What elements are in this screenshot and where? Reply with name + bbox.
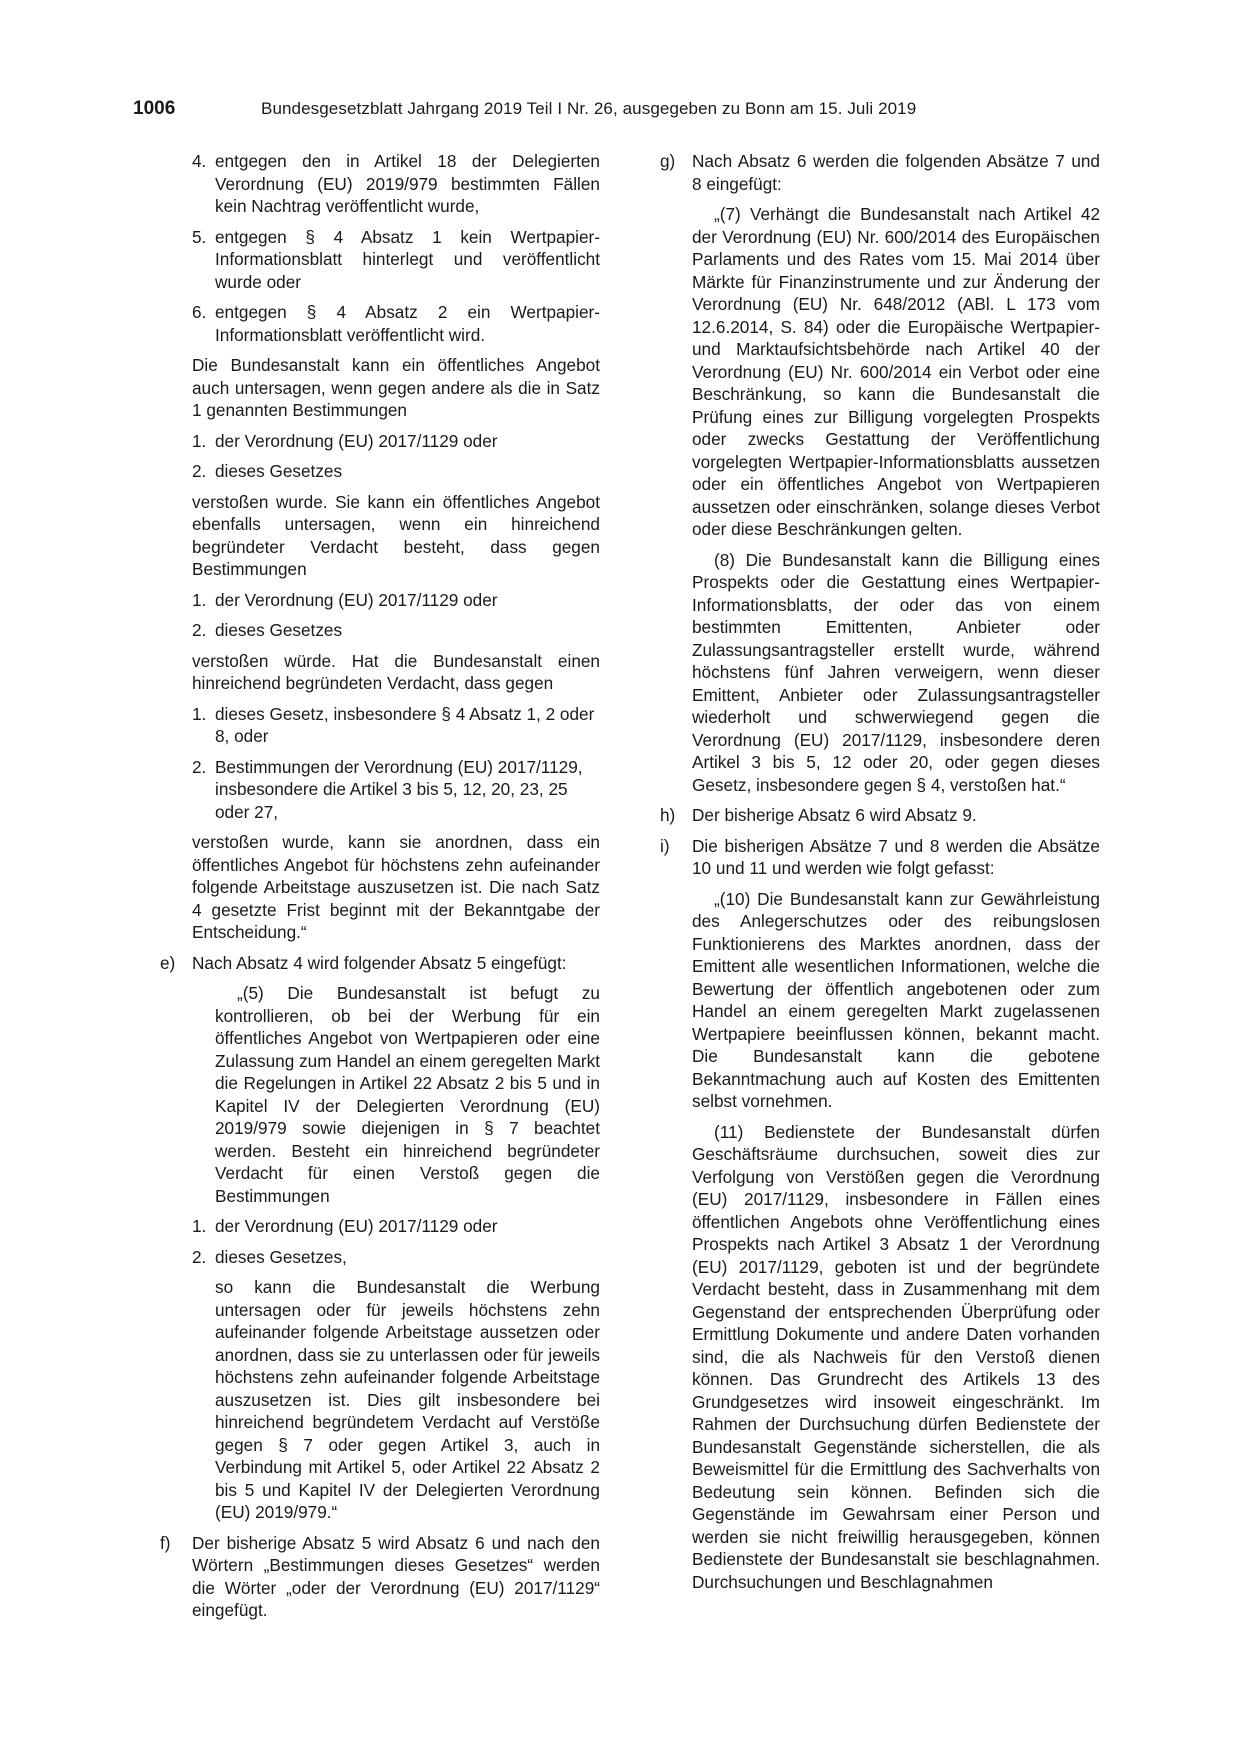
amendment-text: Der bisherige Absatz 6 wird Absatz 9. xyxy=(692,805,977,825)
item-marker: 2. xyxy=(192,1246,207,1267)
quote-text: so kann die Bundesanstalt die Werbung untersagen oder für jeweils höchstens zehn aufeinander folgende Arbeitstage aussetzen oder anordnen, dass sie zu unterlassen oder für jeweils höchstens zehn aufeinander folgende Arbeitstage auszusetzen ist. Dies gilt insbesondere bei hinreichend begründetem Verdacht auf Verstöße gegen § 7 oder gegen Artikel 3, auch in Verbindung mit Artikel 5, oder Artikel 22 Absatz 2 bis 5 und Kapitel IV der Delegierten Verordnung (EU) 2019/979.“ xyxy=(215,1277,600,1522)
paragraph: verstoßen würde. Hat die Bundesanstalt einen hinreichend begründeten Verdacht, dass gegen xyxy=(192,650,600,693)
letter-marker: g) xyxy=(660,151,676,171)
item-marker: 2. xyxy=(192,756,207,777)
item-text: der Verordnung (EU) 2017/1129 oder xyxy=(215,589,498,610)
list-item xyxy=(160,150,600,218)
item-text: dieses Gesetzes, xyxy=(215,1246,347,1267)
item-text: dieses Gesetz, insbesondere § 4 Absatz 1, 2 oder 8, oder xyxy=(215,703,595,746)
item-marker: 1. xyxy=(192,1216,207,1236)
item-text: entgegen § 4 Absatz 2 ein Wertpapier-Informationsblatt veröffentlicht wird. xyxy=(215,302,600,345)
amendment-text: Nach Absatz 4 wird folgender Absatz 5 eingefügt: xyxy=(192,952,567,973)
right-column xyxy=(660,150,1100,1601)
quoted-paragraph xyxy=(660,888,1100,1594)
item-marker: 1. xyxy=(192,703,207,724)
list-item xyxy=(160,430,600,453)
paragraph: verstoßen wurde, kann sie anordnen, dass ein öffentliches Angebot für höchstens zehn aufeinander folgende Arbeitstage auszusetzen ist. Die nach Satz 4 gesetzte Frist beginnt mit der Bekanntgabe der Entscheidung.“ xyxy=(192,832,600,942)
amendment-i xyxy=(660,835,1100,880)
amendment-text: Die bisherigen Absätze 7 und 8 werden die Absätze 10 und 11 und werden wie folgt gefasst: xyxy=(692,835,1100,878)
quote-text: (11) Bedienstete der Bundesanstalt dürfen Geschäftsräume durchsuchen, soweit dies zur Verfolgung von Verstößen gegen die Verordnung (EU) 2017/1129, insbesondere in Fällen eines öffentlichen Angebots ohne Veröffentlichung eines Prospekts nach Artikel 3 Absatz 1 der Verordnung (EU) 2017/1129, geboten ist und der begründete Verdacht besteht, dass in Zusammenhang mit dem Gegenstand der entsprechenden Überprüfung oder Ermittlung Dokumente und andere Daten vorhanden sind, die als Nachweis für den Verstoß dienen können. Das Grundrecht des Artikels 13 des Grundgesetzes wird insoweit eingeschränkt. Im Rahmen der Durchsuchung dürfen Bedienstete der Bundesanstalt Gegenstände sicherstellen, die als Beweismittel für die Ermittlung des Sachverhalts von Bedeutung sein können. Befinden sich die Gegenstände im Gewahrsam einer Person und werden sie nicht freiwillig herausgegeben, können Bedienstete der Bundesanstalt sie beschlagnahmen. Durchsuchungen und Beschlagnahmen xyxy=(692,1121,1100,1592)
quoted-paragraph xyxy=(160,982,600,1207)
item-text: entgegen den in Artikel 18 der Delegierten Verordnung (EU) 2019/979 bestimmten Fällen kein Nachtrag veröffentlicht wurde, xyxy=(215,151,600,216)
running-head: Bundesgesetzblatt Jahrgang 2019 Teil I Nr. 26, ausgegeben zu Bonn am 15. Juli 2019 xyxy=(261,99,917,118)
quoted-paragraph xyxy=(160,1276,600,1524)
paragraph: Die Bundesanstalt kann ein öffentliches Angebot auch untersagen, wenn gegen andere als die in Satz 1 genannten Bestimmungen xyxy=(192,355,600,420)
list-item xyxy=(160,756,600,824)
item-text: dieses Gesetzes xyxy=(215,461,343,481)
item-marker: 4. xyxy=(192,151,207,171)
list-item xyxy=(160,703,600,748)
list-item xyxy=(160,226,600,294)
item-marker: 1. xyxy=(192,430,207,451)
amendment-f xyxy=(160,1532,600,1622)
item-marker: 2. xyxy=(192,620,207,640)
quoted-paragraph xyxy=(660,203,1100,796)
page-number: 1006 xyxy=(133,98,176,119)
amendment-text: Der bisherige Absatz 5 wird Absatz 6 und nach den Wörtern „Bestimmungen dieses Gesetzes“ werden die Wörter „oder der Verordnung (EU) 2017/1129“ eingefügt. xyxy=(192,1532,600,1620)
item-text: der Verordnung (EU) 2017/1129 oder xyxy=(215,1216,498,1236)
letter-marker: f) xyxy=(160,1532,171,1553)
amendment-text: Nach Absatz 6 werden die folgenden Absätze 7 und 8 eingefügt: xyxy=(692,151,1100,194)
item-text: Bestimmungen der Verordnung (EU) 2017/1129, insbesondere die Artikel 3 bis 5, 12, 20, 23, 25 oder 27, xyxy=(215,756,583,822)
quote-text: (8) Die Bundesanstalt kann die Billigung eines Prospekts oder die Gestattung eines Wertpapier-Informationsblatts, der oder das von einem bestimmten Emittenten, Anbieter oder Zulassungsantragsteller erstellt wurde, während höchstens fünf Jahren verweigern, wenn dieser Emittent, Anbieter oder Zulassungsantragsteller wiederholt und schwerwiegend gegen die Verordnung (EU) 2017/1129, insbesondere deren Artikel 3 bis 5, 12 oder 20, oder gegen dieses Gesetz, insbesondere gegen § 4, verstoßen hat.“ xyxy=(692,549,1100,795)
left-column xyxy=(160,150,600,1630)
item-marker: 6. xyxy=(192,302,207,322)
item-marker: 5. xyxy=(192,226,207,247)
paragraph: verstoßen wurde. Sie kann ein öffentliches Angebot ebenfalls untersagen, wenn ein hinreichend begründeter Verdacht besteht, dass gegen Bestimmungen xyxy=(192,491,600,579)
quote-text: „(7) Verhängt die Bundesanstalt nach Artikel 42 der Verordnung (EU) Nr. 600/2014 des Europäischen Parlaments und des Rates vom 15. Mai 2014 über Märkte für Finanzinstrumente und zur Änderung der Verordnung (EU) Nr. 648/2012 (ABl. L 173 vom 12.6.2014, S. 84) oder die Europäische Wertpapier- und Marktaufsichtsbehörde nach Artikel 40 der Verordnung (EU) Nr. 600/2014 ein Verbot oder eine Beschränkung, so kann die Bundesanstalt die Prüfung eines zur Billigung vorgelegten Prospekts oder zwecks Gestattung der Veröffentlichung vorgelegten Wertpapier-Informationsblatts aussetzen oder ein öffentliches Angebot von Wertpapieren aussetzen oder einschränken, solange dieses Verbot oder diese Beschränkungen gelten. xyxy=(692,204,1100,539)
letter-marker: i) xyxy=(660,835,670,856)
amendment-h xyxy=(660,804,1100,827)
item-marker: 2. xyxy=(192,461,207,481)
list-item xyxy=(160,301,600,346)
list-item xyxy=(160,1246,600,1269)
amendment-e xyxy=(160,952,600,975)
quote-text: „(10) Die Bundesanstalt kann zur Gewährleistung des Anlegerschutzes oder des reibungslosen Funktionierens des Marktes anordnen, dass der Emittent alle wesentlichen Informationen, welche die Bewertung der öffentlich angebotenen oder zum Handel an einem geregelten Markt zugelassenen Wertpapiere beeinflussen können, bekannt macht. Die Bundesanstalt kann die gebotene Bekanntmachung auch auf Kosten des Emittenten selbst vornehmen. xyxy=(692,888,1100,1111)
page-header xyxy=(133,98,1123,128)
item-text: der Verordnung (EU) 2017/1129 oder xyxy=(215,430,498,451)
amendment-g xyxy=(660,150,1100,195)
letter-marker: h) xyxy=(660,805,676,825)
item-text: dieses Gesetzes xyxy=(215,620,343,640)
quote-text: „(5) Die Bundesanstalt ist befugt zu kontrollieren, ob bei der Werbung für ein öffentliches Angebot von Wertpapieren oder eine Zulassung zum Handel an einem geregelten Markt die Regelungen in Artikel 22 Absatz 2 bis 5 und in Kapitel IV der Delegierten Verordnung (EU) 2019/979 sowie diejenigen in § 7 beachtet werden. Besteht ein hinreichend begründeter Verdacht für einen Verstoß gegen die Bestimmungen xyxy=(215,983,601,1206)
letter-marker: e) xyxy=(160,952,176,973)
item-text: entgegen § 4 Absatz 1 kein Wertpapier-Informationsblatt hinterlegt und veröffentlicht wurde oder xyxy=(215,226,600,292)
item-marker: 1. xyxy=(192,589,207,610)
list-item xyxy=(160,1215,600,1238)
list-item xyxy=(160,619,600,642)
list-item xyxy=(160,460,600,483)
list-item xyxy=(160,589,600,612)
